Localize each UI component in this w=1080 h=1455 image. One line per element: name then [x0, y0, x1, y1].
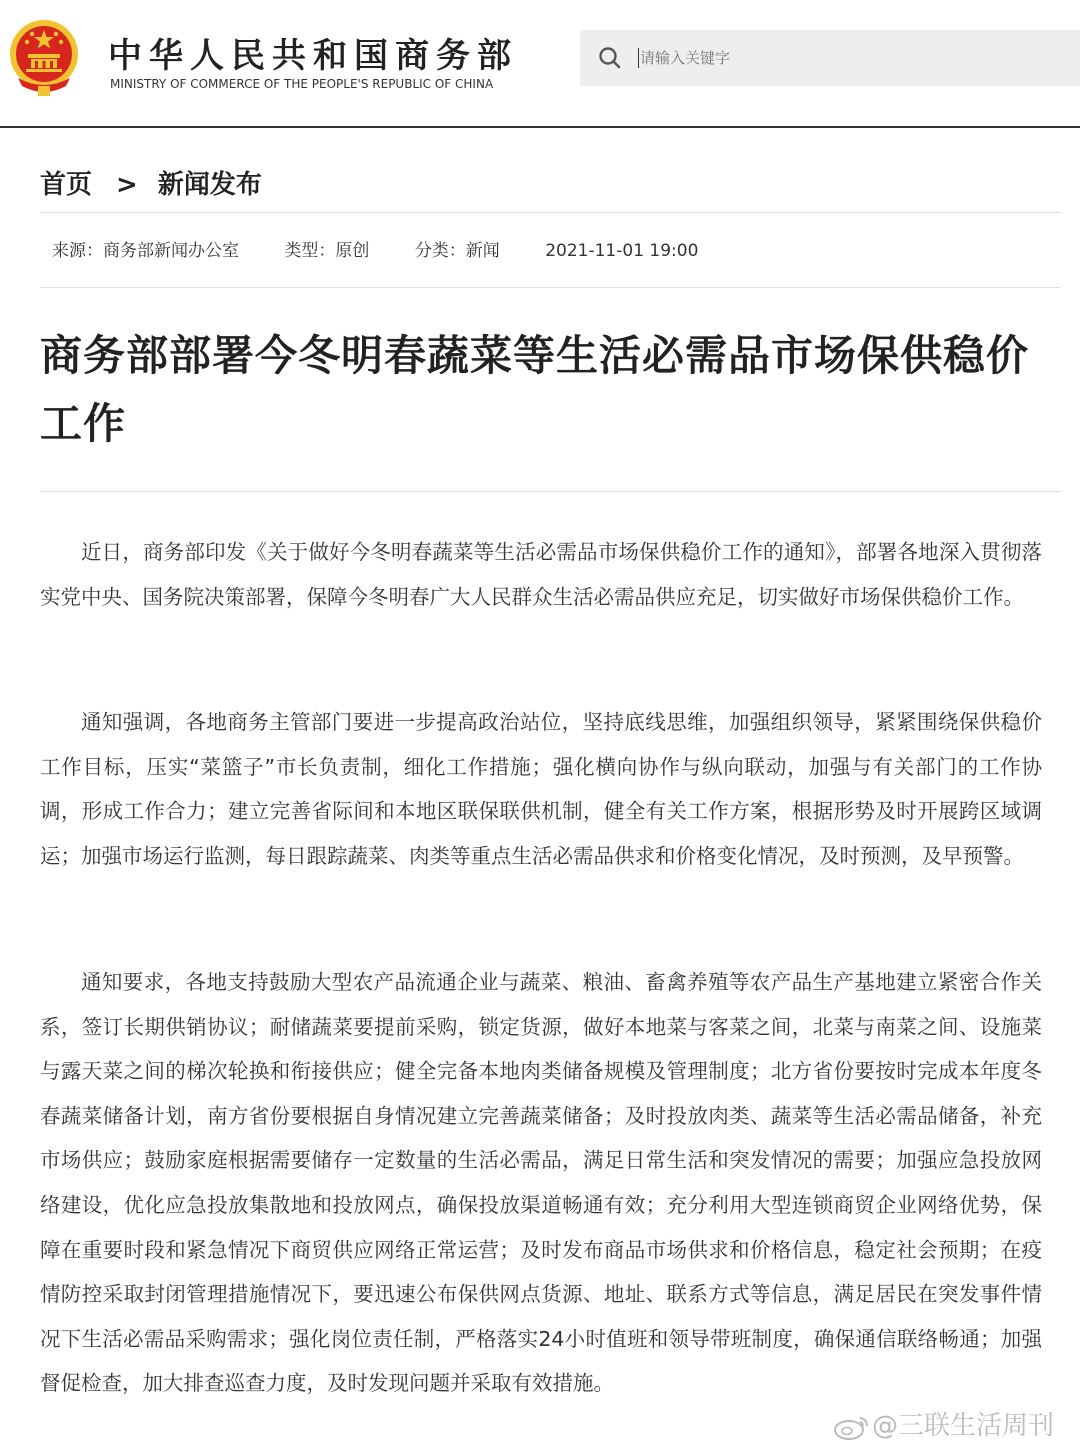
site-name-en: MINISTRY OF COMMERCE OF THE PEOPLE'S REPUBLIC OF CHINA [110, 77, 494, 91]
article-paragraph: 通知强调，各地商务主管部门要进一步提高政治站位，坚持底线思维，加强组织领导，紧紧围绕保供稳价工作目标，压实“菜篮子”市长负责制，细化工作措施；强化横向协作与纵向联动，加强与有关部门的工作协调，形成工作合力；建立完善省际间和本地区联保联供机制，健全有关工作方案，根据形势及时开展跨区域调运；加强市场运行监测，每日跟踪蔬菜、肉类等重点生活必需品供求和价格变化情况，及时预测，及早预警。 [40, 710, 1042, 868]
national-emblem-icon[interactable] [8, 12, 80, 100]
weibo-logo-icon [832, 1412, 872, 1442]
article-paragraph: 近日，商务部印发《关于做好今冬明春蔬菜等生活必需品市场保供稳价工作的通知》，部署各地深入贯彻落实党中央、国务院决策部署，保障今冬明春广大人民群众生活必需品供应充足，切实做好市场保供稳价工作。 [40, 540, 1042, 609]
article-meta [52, 236, 738, 261]
meta-source: 来源：商务部新闻办公室 [52, 241, 239, 261]
site-header [0, 0, 1080, 128]
search-icon[interactable] [596, 44, 624, 72]
text-cursor [638, 48, 639, 68]
article-paragraph: 通知要求，各地支持鼓励大型农产品流通企业与蔬菜、粮油、畜禽养殖等农产品生产基地建立紧密合作关系，签订长期供销协议；耐储蔬菜要提前采购，锁定货源，做好本地菜与客菜之间，北菜与南菜之间、设施菜与露天菜之间的梯次轮换和衔接供应；健全完备本地肉类储备规模及管理制度；北方省份要按时完成本年度冬春蔬菜储备计划，南方省份要根据自身情况建立完善蔬菜储备；及时投放肉类、蔬菜等生活必需品储备，补充市场供应；鼓励家庭根据需要储存一定数量的生活必需品，满足日常生活和突发情况的需要；加强应急投放网络建设，优化应急投放集散地和投放网点，确保投放渠道畅通有效；充分利用大型连锁商贸企业网络优势，保障在重要时段和紧急情况下商贸供应网络正常运营；及时发布商品市场供求和价格信息，稳定社会预期；在疫情防控采取封闭管理措施情况下，要迅速公布保供网点货源、地址、联系方式等信息，满足居民在突发事件情况下生活必需品采购需求；强化岗位责任制，严格落实24小时值班和领导带班制度，确保通信联络畅通；加强督促检查，加大排查巡查力度，及时发现问题并采取有效措施。 [40, 970, 1042, 1396]
divider [40, 287, 1060, 288]
search-input[interactable] [640, 42, 1060, 74]
divider [40, 212, 1060, 213]
weibo-watermark [832, 1405, 1054, 1449]
breadcrumb-home[interactable]: 首页 [40, 170, 93, 200]
divider [40, 491, 1060, 492]
article-title: 商务部部署今冬明春蔬菜等生活必需品市场保供稳价工作 [40, 331, 1030, 448]
meta-datetime: 2021-11-01 19:00 [545, 241, 699, 261]
watermark-text: @三联生活周刊 [872, 1411, 1055, 1441]
search-box[interactable] [580, 30, 1080, 86]
breadcrumb-separator: > [116, 170, 138, 200]
breadcrumb-current[interactable]: 新闻发布 [157, 170, 262, 200]
meta-type: 类型：原创 [284, 241, 370, 261]
site-name-cn[interactable]: 中华人民共和国商务部 [108, 36, 518, 76]
breadcrumb [40, 164, 262, 201]
meta-category: 分类：新闻 [414, 241, 500, 261]
